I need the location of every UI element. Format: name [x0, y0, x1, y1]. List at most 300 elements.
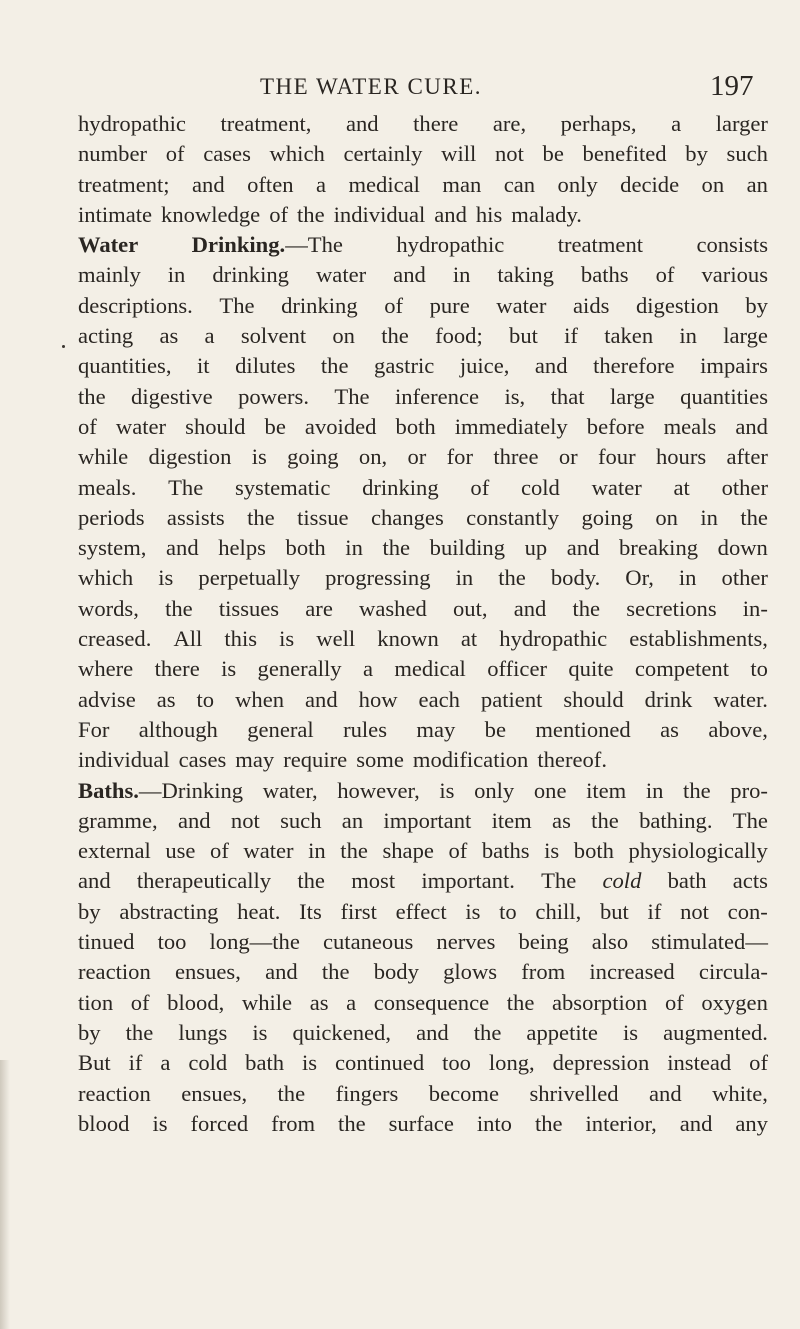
- word: cutaneous: [322, 929, 414, 955]
- word: some: [356, 747, 404, 773]
- word: the: [382, 535, 411, 561]
- word: of: [655, 262, 675, 288]
- word: and: [434, 201, 467, 227]
- word: various: [701, 262, 768, 288]
- word: require: [283, 747, 348, 773]
- word: and: [78, 868, 111, 894]
- word: important.: [421, 868, 515, 894]
- word: glows: [443, 959, 498, 985]
- word: an: [746, 171, 768, 197]
- word: is: [158, 565, 174, 591]
- running-head: THE WATER CURE.: [260, 74, 483, 99]
- word: of: [78, 413, 97, 439]
- word: quite: [568, 656, 614, 682]
- word: digestive: [131, 383, 213, 409]
- word: changes: [370, 504, 444, 530]
- word: of: [210, 838, 229, 864]
- word: drinking: [362, 474, 439, 500]
- text-line: [78, 897, 768, 927]
- word: individual: [78, 747, 170, 773]
- word: appetite: [526, 1019, 598, 1045]
- word: at: [460, 626, 478, 652]
- word: before: [586, 413, 645, 439]
- word: become: [428, 1080, 500, 1106]
- word: too: [157, 929, 187, 955]
- text-line: [78, 685, 768, 715]
- word: water: [315, 262, 367, 288]
- word: long,: [488, 1050, 535, 1076]
- word: impairs: [700, 353, 768, 379]
- word: known: [377, 626, 439, 652]
- word: treatment: [557, 232, 644, 258]
- text-line: [78, 745, 768, 775]
- word: ensues,: [181, 1080, 248, 1106]
- word: only: [474, 777, 515, 803]
- text-line: [78, 139, 768, 169]
- word: the: [683, 777, 711, 803]
- word: where: [78, 656, 134, 682]
- word: establishments,: [629, 626, 768, 652]
- text-line: [78, 260, 768, 290]
- word: perpetually: [198, 565, 301, 591]
- word: therefore: [593, 353, 675, 379]
- word: and: [166, 535, 199, 561]
- word: on,: [358, 444, 388, 470]
- word: and: [534, 353, 568, 379]
- word: after: [726, 444, 768, 470]
- word: above,: [708, 716, 768, 742]
- word: the: [498, 565, 526, 591]
- word: intimate: [78, 201, 153, 227]
- word: medical: [394, 656, 466, 682]
- text-line: [78, 230, 768, 260]
- word: The: [219, 292, 255, 318]
- text-line: [78, 927, 768, 957]
- word: in: [645, 777, 664, 803]
- word: up: [524, 535, 548, 561]
- word: forced: [190, 1110, 249, 1136]
- word: is: [252, 1019, 268, 1045]
- word: be: [484, 716, 506, 742]
- word: blood,: [167, 989, 225, 1015]
- word: may: [416, 716, 456, 742]
- word: stimulated—: [651, 929, 768, 955]
- word: hours: [655, 444, 707, 470]
- word: drink: [644, 686, 693, 712]
- word: and: [345, 111, 379, 136]
- word: bath: [245, 1050, 285, 1076]
- word: larger: [715, 111, 768, 136]
- word: should: [185, 413, 246, 439]
- word: body: [373, 959, 419, 985]
- text-line: [78, 109, 768, 139]
- text-line: [78, 291, 768, 321]
- word: digestion: [635, 292, 719, 318]
- word: in-: [742, 595, 768, 621]
- word: individual: [333, 201, 426, 227]
- word: and: [513, 595, 547, 621]
- word: important: [383, 807, 472, 833]
- word: tinued: [78, 929, 135, 955]
- word: acting: [78, 323, 134, 349]
- word: The: [541, 868, 577, 894]
- word: can: [503, 171, 536, 197]
- word: of: [384, 292, 404, 318]
- word: in: [167, 262, 186, 288]
- word: For: [78, 716, 110, 742]
- word: the: [740, 504, 768, 530]
- word: tion: [78, 989, 114, 1015]
- word: in: [308, 838, 326, 864]
- word: the: [78, 383, 106, 409]
- word: gramme,: [78, 807, 158, 833]
- word: a: [204, 323, 215, 349]
- word: systematic: [234, 474, 331, 500]
- word: or: [558, 444, 578, 470]
- word: by: [78, 1019, 101, 1045]
- word: the: [340, 838, 368, 864]
- word: breaking: [619, 535, 699, 561]
- word: in: [345, 535, 363, 561]
- margin-mark: [62, 345, 65, 348]
- word: if: [564, 323, 578, 349]
- word: meals: [663, 413, 717, 439]
- word: going: [581, 504, 633, 530]
- word: chill,: [535, 898, 582, 924]
- word: physiologically: [628, 838, 768, 864]
- word: shape: [382, 838, 434, 864]
- text-line: [78, 866, 768, 896]
- word: food;: [435, 323, 483, 349]
- word: at: [673, 474, 690, 500]
- word: and: [566, 535, 600, 561]
- word: benefited: [582, 141, 667, 167]
- word: the: [534, 1110, 563, 1136]
- word: the: [297, 868, 325, 894]
- word: which: [78, 565, 134, 591]
- text-line: [78, 533, 768, 563]
- word: meals.: [78, 474, 137, 500]
- text-line: [78, 200, 768, 230]
- word: on: [332, 323, 355, 349]
- word: thereof.: [537, 747, 607, 773]
- word: large: [723, 323, 768, 349]
- word: going: [287, 444, 339, 470]
- word: The: [334, 383, 370, 409]
- word: taking: [497, 262, 554, 288]
- word: down: [717, 535, 768, 561]
- word: the: [277, 1080, 306, 1106]
- word: and: [393, 262, 426, 288]
- word: hydropathic: [499, 626, 608, 652]
- word: other: [721, 474, 768, 500]
- word: of: [165, 141, 185, 167]
- word: assists: [166, 504, 225, 530]
- word: reaction: [78, 959, 151, 985]
- word: as: [159, 323, 179, 349]
- word: on: [655, 504, 678, 530]
- word: while: [78, 444, 129, 470]
- text-line: [78, 1048, 768, 1078]
- word: to: [499, 898, 517, 924]
- word: a: [160, 1050, 171, 1076]
- word: generally: [257, 656, 342, 682]
- word: cold: [188, 1050, 228, 1076]
- word: there: [154, 656, 200, 682]
- word: number: [78, 141, 148, 167]
- word: absorption: [551, 989, 648, 1015]
- word: increased: [589, 959, 675, 985]
- word: in: [679, 323, 697, 349]
- word: shrivelled: [529, 1080, 619, 1106]
- text-line: [78, 624, 768, 654]
- word: cases: [203, 141, 251, 167]
- word: rules: [343, 716, 387, 742]
- word: pro-: [730, 777, 768, 803]
- word: in: [452, 262, 471, 288]
- word: modification: [412, 747, 529, 773]
- word: the: [247, 504, 275, 530]
- word: digestion: [148, 444, 232, 470]
- word: baths: [580, 262, 629, 288]
- word: cases: [178, 747, 227, 773]
- word: interior,: [585, 1110, 657, 1136]
- word: item: [491, 807, 532, 833]
- word: first: [340, 898, 377, 924]
- word: a: [346, 989, 357, 1015]
- word: should: [563, 686, 624, 712]
- word: constantly: [466, 504, 560, 530]
- word: heat.: [237, 898, 281, 924]
- word: surface: [388, 1110, 454, 1136]
- text-line: [78, 351, 768, 381]
- word: only: [557, 171, 598, 197]
- word: knowledge: [161, 201, 261, 227]
- word: most: [351, 868, 396, 894]
- word: instead: [667, 1050, 732, 1076]
- word: decide: [620, 171, 680, 197]
- word: are: [305, 595, 333, 621]
- word: But: [78, 1050, 111, 1076]
- word: be: [264, 413, 286, 439]
- word: white,: [712, 1080, 768, 1106]
- word: immediately: [454, 413, 568, 439]
- word: Its: [299, 898, 322, 924]
- word: his: [475, 201, 503, 227]
- word: both: [395, 413, 436, 439]
- word: the: [473, 1019, 502, 1045]
- word: aids: [573, 292, 610, 318]
- word: patient: [480, 686, 543, 712]
- word: both: [285, 535, 326, 561]
- word: not: [494, 141, 524, 167]
- text-line: [78, 382, 768, 412]
- word: pure: [429, 292, 470, 318]
- text-line: [78, 715, 768, 745]
- word: solvent: [240, 323, 307, 349]
- word: is: [152, 1110, 168, 1136]
- word: four: [597, 444, 636, 470]
- word: may: [235, 747, 275, 773]
- text-line: [78, 1018, 768, 1048]
- word: hydropathic: [78, 111, 186, 136]
- word: and: [416, 1019, 449, 1045]
- word: out,: [452, 595, 488, 621]
- word: circula-: [698, 959, 768, 985]
- word: lungs: [178, 1019, 228, 1045]
- word: item: [586, 777, 627, 803]
- word: perhaps,: [560, 111, 637, 136]
- text-line: [78, 170, 768, 200]
- word: of: [749, 1050, 768, 1076]
- word: also: [591, 929, 629, 955]
- word: man: [442, 171, 482, 197]
- word: abstracting: [119, 898, 219, 924]
- word: or: [407, 444, 427, 470]
- word: therapeutically: [136, 868, 272, 894]
- word: such: [280, 807, 322, 833]
- word: is: [221, 656, 237, 682]
- word: reaction: [78, 1080, 151, 1106]
- word: by: [78, 898, 101, 924]
- word: the: [125, 1019, 154, 1045]
- word: is: [465, 898, 481, 924]
- word: as: [660, 716, 679, 742]
- word: competent: [634, 656, 730, 682]
- word: from: [521, 959, 566, 985]
- text-line: [78, 412, 768, 442]
- word: the: [338, 1110, 366, 1136]
- text-line: [78, 988, 768, 1018]
- word: to: [750, 656, 768, 682]
- word: both: [573, 838, 614, 864]
- word: cold: [602, 868, 642, 894]
- word: is: [251, 444, 267, 470]
- text-line: [78, 1109, 768, 1139]
- word: is,: [504, 383, 526, 409]
- word: officer: [487, 656, 547, 682]
- word: periods: [78, 504, 145, 530]
- word: is: [279, 626, 295, 652]
- word: is: [439, 777, 455, 803]
- word: this: [224, 626, 258, 652]
- word: certainly: [343, 141, 423, 167]
- word: long—the: [209, 929, 300, 955]
- word: the: [297, 201, 325, 227]
- word: consists: [696, 232, 768, 258]
- word: for: [446, 444, 473, 470]
- word: of: [664, 989, 684, 1015]
- word: augmented.: [663, 1019, 768, 1045]
- word: as: [309, 989, 329, 1015]
- word: of: [470, 474, 490, 500]
- page-edge-shadow: [0, 1060, 10, 1329]
- word: descriptions.: [78, 292, 193, 318]
- word: but: [509, 323, 538, 349]
- word: Or,: [625, 565, 654, 591]
- word: Baths.—Drinking: [78, 777, 244, 803]
- word: mentioned: [535, 716, 631, 742]
- word: fingers: [335, 1080, 399, 1106]
- word: juice,: [459, 353, 510, 379]
- word: and: [177, 807, 211, 833]
- word: All: [173, 626, 203, 652]
- word: being: [518, 929, 569, 955]
- text-line: [78, 503, 768, 533]
- word: and: [649, 1080, 682, 1106]
- word: external: [78, 838, 151, 864]
- word: inference: [394, 383, 480, 409]
- word: consequence: [373, 989, 490, 1015]
- word: Drinking.—The: [191, 232, 343, 258]
- word: a: [671, 111, 682, 136]
- word: the: [381, 323, 409, 349]
- word: each: [418, 686, 460, 712]
- word: water.: [713, 686, 768, 712]
- word: often: [247, 171, 294, 197]
- word: by: [745, 292, 768, 318]
- word: depression: [552, 1050, 650, 1076]
- word: a: [315, 171, 326, 197]
- word: a: [362, 656, 373, 682]
- word: powers.: [238, 383, 309, 409]
- word: but: [599, 898, 629, 924]
- word: although: [138, 716, 218, 742]
- word: and: [305, 686, 338, 712]
- word: the: [572, 595, 601, 621]
- word: in: [455, 565, 474, 591]
- word: into: [476, 1110, 512, 1136]
- page-number: 197: [710, 70, 754, 102]
- word: The: [732, 807, 768, 833]
- word: are,: [492, 111, 527, 136]
- word: treatment,: [220, 111, 312, 136]
- word: general: [247, 716, 314, 742]
- word: progressing: [325, 565, 431, 591]
- word: tissue: [297, 504, 349, 530]
- word: washed: [359, 595, 427, 621]
- word: hydropathic: [396, 232, 505, 258]
- word: in: [678, 565, 697, 591]
- word: such: [726, 141, 768, 167]
- word: and: [679, 1110, 713, 1136]
- word: helps: [218, 535, 266, 561]
- word: there: [413, 111, 459, 136]
- word: not: [680, 898, 709, 924]
- word: from: [271, 1110, 316, 1136]
- word: of: [130, 989, 150, 1015]
- word: other: [721, 565, 768, 591]
- word: the: [506, 989, 535, 1015]
- word: taken: [604, 323, 654, 349]
- word: medical: [348, 171, 420, 197]
- word: and: [265, 959, 298, 985]
- text-line: [78, 836, 768, 866]
- word: as: [156, 686, 176, 712]
- word: treatment;: [78, 171, 170, 197]
- word: water: [243, 838, 294, 864]
- word: continued: [335, 1050, 425, 1076]
- word: how: [358, 686, 398, 712]
- word: drinking: [281, 292, 358, 318]
- word: the: [165, 595, 193, 621]
- word: is: [623, 1019, 639, 1045]
- word: however,: [337, 777, 420, 803]
- word: water: [496, 292, 547, 318]
- word: of: [269, 201, 289, 227]
- word: creased.: [78, 626, 152, 652]
- text-line: [78, 654, 768, 684]
